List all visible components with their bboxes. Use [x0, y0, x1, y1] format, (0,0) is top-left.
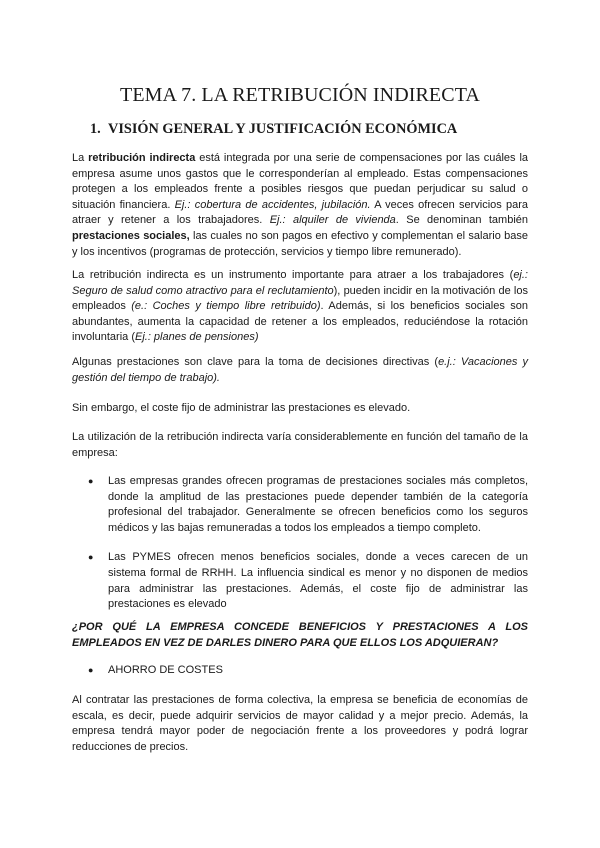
example-text: ej.: Seguro de salud como atractivo para el reclutamiento	[72, 269, 528, 297]
paragraph-economies-of-scale: Al contratar las prestaciones de forma colectiva, la empresa se beneficia de economías de escala, es decir, puede adquirir servicios de mayor calidad y a mejor precio. Además, la empresa tendrá mayor poder de negociación frente a los proveedores y podrá lograr reducciones de precios.	[72, 694, 528, 753]
paragraph-fixed-cost: Sin embargo, el coste fijo de administrar las prestaciones es elevado.	[72, 402, 411, 414]
list-item	[72, 663, 528, 679]
bullet-icon: ●	[88, 552, 94, 563]
paragraph-company-size: La utilización de la retribución indirecta varía considerablemente en función del tamaño de la empresa:	[72, 431, 528, 459]
question-heading: ¿POR QUÉ LA EMPRESA CONCEDE BENEFICIOS Y PRESTACIONES A LOS EMPLEADOS EN VEZ DE DARLES DINERO PARA QUE ELLOS LOS ADQUIERAN?	[72, 621, 528, 649]
bold-term-prestaciones: prestaciones sociales,	[72, 229, 190, 242]
bullet-list-company-size	[72, 474, 528, 613]
example-text: Ej.: alquiler de vivienda	[269, 214, 396, 227]
list-item-text: Las PYMES ofrecen menos beneficios sociales, donde a veces carecen de un sistema formal de RRHH. La influencia sindical es menor y no disponen de medios para administrar las prestaciones. Además, el coste fijo de administrar las prestaciones es elevado	[108, 551, 528, 611]
text-run: La retribución indirecta es un instrumento importante para atraer a los trabajadores (	[72, 269, 514, 281]
text-run: Algunas prestaciones son clave para la toma de decisiones directivas (	[72, 356, 439, 368]
example-text: Ej.: cobertura de accidentes, jubilación.	[174, 198, 371, 211]
paragraph-importance	[72, 268, 528, 346]
example-text: (e.: Coches y tiempo libre retribuido)	[131, 300, 321, 313]
text-run: las cuales no son pagos en efectivo y complementan el salario base y los incentivos (programas de protección, servicios y tiempo libre remunerado).	[72, 229, 528, 258]
bullet-icon: ●	[88, 665, 94, 675]
text-run: A veces ofrecen servicios para atraer y retener a los trabajadores.	[72, 198, 529, 227]
text-run: está integrada por una serie de compensaciones por las cuáles la empresa asume unos gastos que le corresponderían al empleado. Estas compensaciones protegen a los empleados frente a posibles riesgos que puedan perjudicar su salud o situación financiera.	[72, 152, 529, 211]
list-item	[72, 550, 528, 612]
text-run: ), pueden incidir en la motivación de los empleados	[72, 284, 528, 313]
section-heading	[90, 121, 457, 138]
example-text: Ej.: planes de pensiones)	[134, 331, 259, 344]
text-run: . Se denominan también	[395, 214, 528, 227]
bullet-icon: ●	[88, 476, 94, 486]
paragraph-key-benefits	[72, 355, 528, 386]
list-item	[72, 474, 528, 536]
section-heading-text: VISIÓN GENERAL Y JUSTIFICACIÓN ECONÓMICA	[108, 121, 458, 137]
text-run: La	[72, 152, 89, 164]
page-title: TEMA 7. LA RETRIBUCIÓN INDIRECTA	[120, 84, 480, 106]
section-number: 1.	[90, 121, 101, 137]
paragraph-intro	[72, 151, 528, 260]
example-text: e.j.: Vacaciones y gestión del tiempo de trabajo).	[72, 356, 528, 384]
list-item-text: Las empresas grandes ofrecen programas de prestaciones sociales más completos, donde la amplitud de las prestaciones puede depender también de la categoría profesional del trabajador. Generalmente se ofrecen beneficios como los seguros médicos y las bajas remuneradas a todos los empleados a tiempo completo.	[108, 475, 528, 534]
list-item-text: AHORRO DE COSTES	[108, 664, 223, 676]
bold-term-retribucion: retribución indirecta	[88, 152, 196, 164]
bullet-list-savings	[72, 663, 528, 679]
text-run: . Además, si los beneficios sociales son abundantes, aumenta la capacidad de retener a los empleados, reduciéndose la rotación involuntaria (	[72, 300, 528, 344]
